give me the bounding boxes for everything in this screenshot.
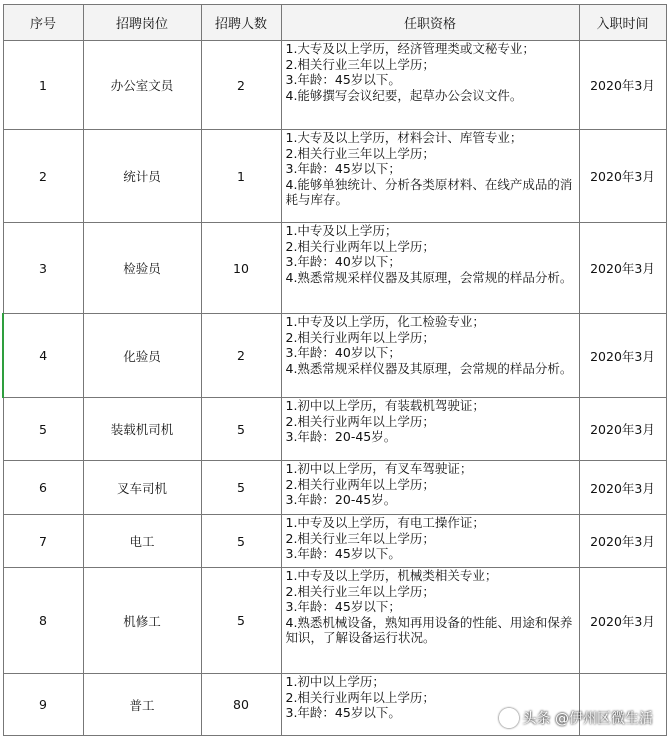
row-number: 7 <box>3 515 83 568</box>
start-date: 2020年3月 <box>579 398 666 461</box>
header-cell: 序号 <box>3 5 83 41</box>
requirement-line: 2.相关行业三年以上学历； <box>285 56 435 72</box>
requirement-line: 4.能够撰写会议纪要，起草办公会议文件。 <box>285 87 523 103</box>
hire-count: 5 <box>201 461 281 515</box>
requirement-line: 1.大专及以上学历，经济管理类或文秘专业； <box>285 41 535 56</box>
position-name: 叉车司机 <box>83 461 201 515</box>
table-row <box>3 515 666 568</box>
watermark <box>499 708 653 728</box>
requirements-cell <box>281 568 579 674</box>
requirement-line: 2.相关行业两年以上学历； <box>285 689 435 705</box>
position-name: 办公室文员 <box>83 41 201 130</box>
hire-count: 2 <box>201 314 281 398</box>
hire-count: 10 <box>201 223 281 314</box>
table-row <box>3 41 666 130</box>
watermark-text: 头条 @伊州区微生活 <box>522 711 653 727</box>
start-date: 2020年3月 <box>579 130 666 223</box>
hire-count: 5 <box>201 568 281 674</box>
requirement-line: 1.中专及以上学历，机械类相关专业； <box>285 568 498 583</box>
position-name: 化验员 <box>83 314 201 398</box>
recruitment-table <box>2 4 667 736</box>
row-number: 6 <box>3 461 83 515</box>
table-row <box>3 461 666 515</box>
requirement-line: 3.年龄：45岁以下。 <box>285 72 401 87</box>
requirement-line: 2.相关行业三年以上学历； <box>285 145 435 161</box>
requirements-cell <box>281 223 579 314</box>
requirement-line: 3.年龄：20-45岁。 <box>285 492 397 507</box>
requirement-line: 2.相关行业两年以上学历； <box>285 329 435 345</box>
requirement-line: 2.相关行业三年以上学历； <box>285 583 435 599</box>
start-date: 2020年3月 <box>579 223 666 314</box>
requirement-line: 3.年龄：45岁以下； <box>285 599 401 614</box>
requirement-line: 3.年龄：20-45岁。 <box>285 429 397 444</box>
start-date: 2020年3月 <box>579 568 666 674</box>
requirements-cell <box>281 130 579 223</box>
hire-count: 80 <box>201 674 281 736</box>
table-row <box>3 314 666 398</box>
position-name: 装载机司机 <box>83 398 201 461</box>
start-date: 2020年3月 <box>579 461 666 515</box>
requirement-line: 1.中专及以上学历； <box>285 223 398 238</box>
requirements-cell <box>281 461 579 515</box>
row-number: 8 <box>3 568 83 674</box>
start-date: 2020年3月 <box>579 515 666 568</box>
requirement-line: 3.年龄：45岁以下。 <box>285 546 401 561</box>
requirement-line: 3.年龄：40岁以下； <box>285 345 401 360</box>
requirement-line: 4.熟悉常规采样仪器及其原理，会常规的样品分析。 <box>285 360 573 376</box>
header-row <box>3 5 666 41</box>
requirement-line: 3.年龄：40岁以下； <box>285 254 401 269</box>
watermark-logo-icon <box>499 708 519 728</box>
requirement-line: 2.相关行业两年以上学历； <box>285 413 435 429</box>
requirement-line: 4.熟悉机械设备，熟知再用设备的性能、用途和保养知识，了解设备运行状况。 <box>285 614 573 645</box>
requirement-line: 1.中专及以上学历，有电工操作证； <box>285 515 485 530</box>
table-row <box>3 223 666 314</box>
requirement-line: 2.相关行业两年以上学历； <box>285 238 435 254</box>
table-row <box>3 398 666 461</box>
requirements-cell <box>281 41 579 130</box>
requirements-cell <box>281 398 579 461</box>
requirements-cell <box>281 515 579 568</box>
start-date: 2020年3月 <box>579 314 666 398</box>
header-cell: 任职资格 <box>281 5 579 41</box>
requirement-line: 1.初中以上学历，有装载机驾驶证； <box>285 398 485 413</box>
requirement-line: 1.初中以上学历； <box>285 674 385 689</box>
requirement-line: 4.熟悉常规采样仪器及其原理，会常规的样品分析。 <box>285 269 573 285</box>
table-row <box>3 568 666 674</box>
row-number: 2 <box>3 130 83 223</box>
position-name: 机修工 <box>83 568 201 674</box>
hire-count: 5 <box>201 398 281 461</box>
hire-count: 2 <box>201 41 281 130</box>
requirement-line: 3.年龄：45岁以下； <box>285 161 401 176</box>
requirement-line: 1.中专及以上学历，化工检验专业； <box>285 314 485 329</box>
header-cell: 招聘岗位 <box>83 5 201 41</box>
row-number: 9 <box>3 674 83 736</box>
requirement-line: 1.初中以上学历，有叉车驾驶证； <box>285 461 473 476</box>
requirement-line: 2.相关行业两年以上学历； <box>285 476 435 492</box>
table-row <box>3 130 666 223</box>
row-number: 1 <box>3 41 83 130</box>
start-date: 2020年3月 <box>579 41 666 130</box>
row-number: 4 <box>3 314 83 398</box>
row-number: 3 <box>3 223 83 314</box>
requirement-line: 4.能够单独统计、分析各类原材料、在线产成品的消耗与库存。 <box>285 176 573 207</box>
requirement-line: 1.大专及以上学历，材料会计、库管专业； <box>285 130 523 145</box>
position-name: 普工 <box>83 674 201 736</box>
requirement-line: 3.年龄：45岁以下。 <box>285 705 401 720</box>
header-cell: 招聘人数 <box>201 5 281 41</box>
position-name: 统计员 <box>83 130 201 223</box>
hire-count: 5 <box>201 515 281 568</box>
header-cell: 入职时间 <box>579 5 666 41</box>
position-name: 检验员 <box>83 223 201 314</box>
requirements-cell <box>281 314 579 398</box>
row-number: 5 <box>3 398 83 461</box>
hire-count: 1 <box>201 130 281 223</box>
position-name: 电工 <box>83 515 201 568</box>
requirement-line: 2.相关行业三年以上学历； <box>285 530 435 546</box>
